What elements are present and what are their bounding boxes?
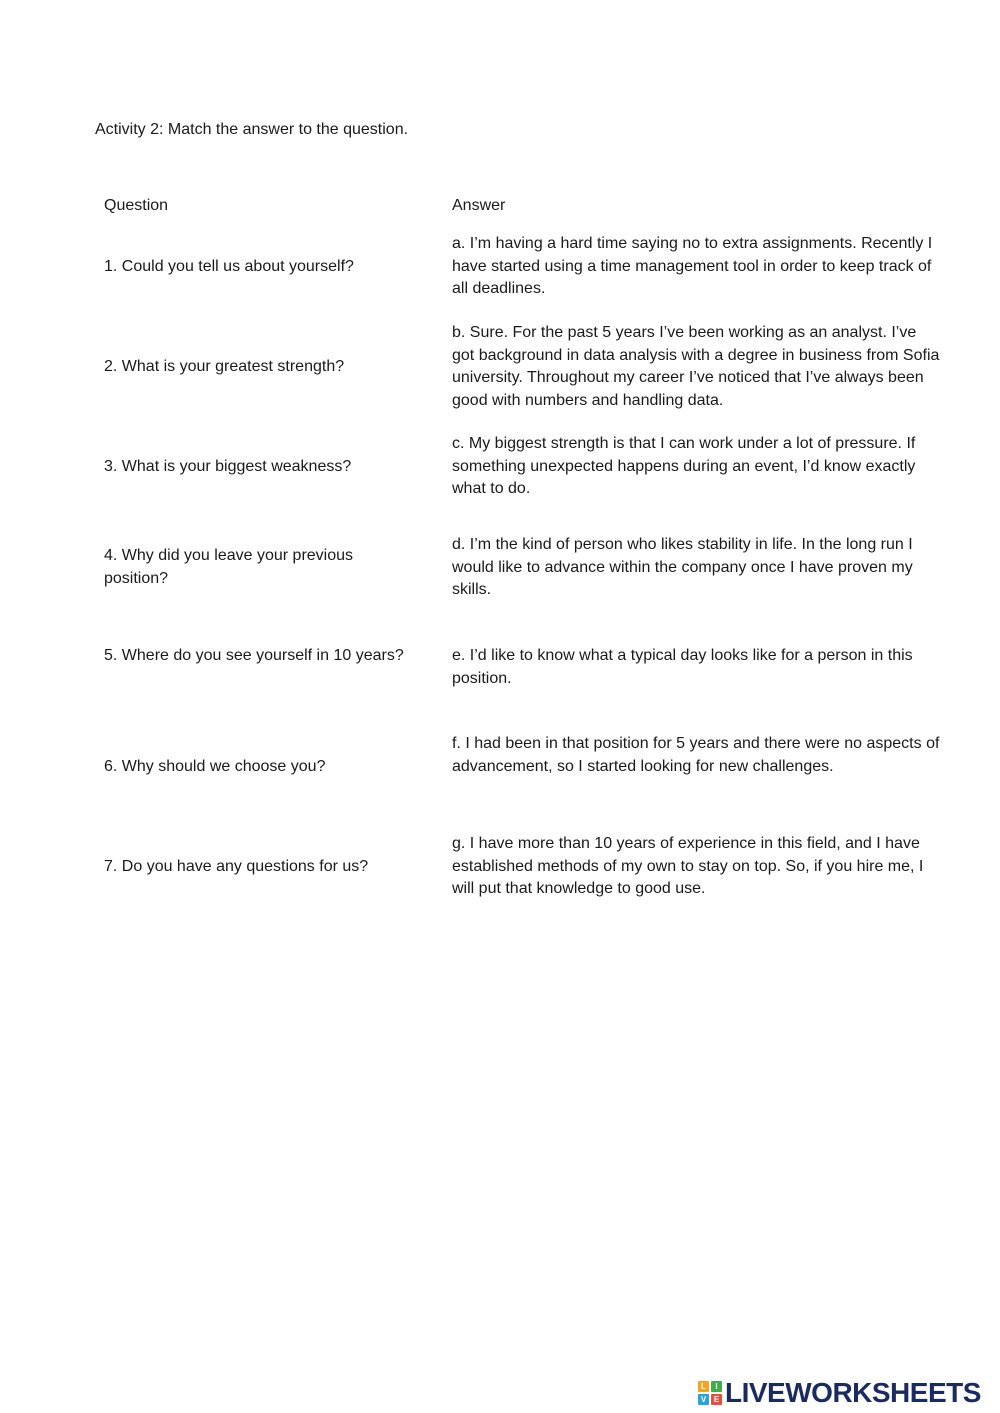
question-4: 4. Why did you leave your previous position? <box>104 547 354 587</box>
logo-mark-icon <box>698 1381 722 1405</box>
question-6: 6. Why should we choose you? <box>104 758 326 775</box>
question-3: 3. What is your biggest weakness? <box>104 458 352 475</box>
answer-g: g. I have more than 10 years of experience in this field, and I have established methods of my own to stay on top. So, if you hire me, I will put that knowledge to good use. <box>452 835 924 897</box>
question-5: 5. Where do you see yourself in 10 years? <box>104 647 404 664</box>
answer-f: f. I had been in that position for 5 years and there were no aspects of advancement, so I started looking for new challenges. <box>452 735 940 775</box>
answer-e: e. I’d like to know what a typical day looks like for a person in this position. <box>452 647 913 687</box>
logo-tile: E <box>711 1394 722 1405</box>
answer-c: c. My biggest strength is that I can work under a lot of pressure. If something unexpected happens during an event, I’d know exactly what to do. <box>452 435 916 497</box>
logo-text: LIVEWORKSHEETS <box>725 1377 981 1408</box>
question-1: 1. Could you tell us about yourself? <box>104 258 354 275</box>
question-2: 2. What is your greatest strength? <box>104 358 345 375</box>
answer-b: b. Sure. For the past 5 years I’ve been working as an analyst. I’ve got background in data analysis with a degree in business from Sofia university. Throughout my career I’ve noticed that I’ve always been good with numbers and handling data. <box>452 324 940 409</box>
answer-d: d. I’m the kind of person who likes stability in life. In the long run I would like to advance within the company once I have proven my skills. <box>452 536 913 598</box>
question-7: 7. Do you have any questions for us? <box>104 858 369 875</box>
liveworksheets-logo <box>698 1377 981 1409</box>
question-column-header: Question <box>104 197 169 214</box>
logo-tile: L <box>698 1381 709 1392</box>
answer-column-header: Answer <box>452 197 506 214</box>
logo-tile: V <box>698 1394 709 1405</box>
logo-tile: I <box>711 1381 722 1392</box>
answer-a: a. I’m having a hard time saying no to extra assignments. Recently I have started using a time management tool in order to keep track of all deadlines. <box>452 235 933 297</box>
activity-title: Activity 2: Match the answer to the question. <box>95 121 409 138</box>
